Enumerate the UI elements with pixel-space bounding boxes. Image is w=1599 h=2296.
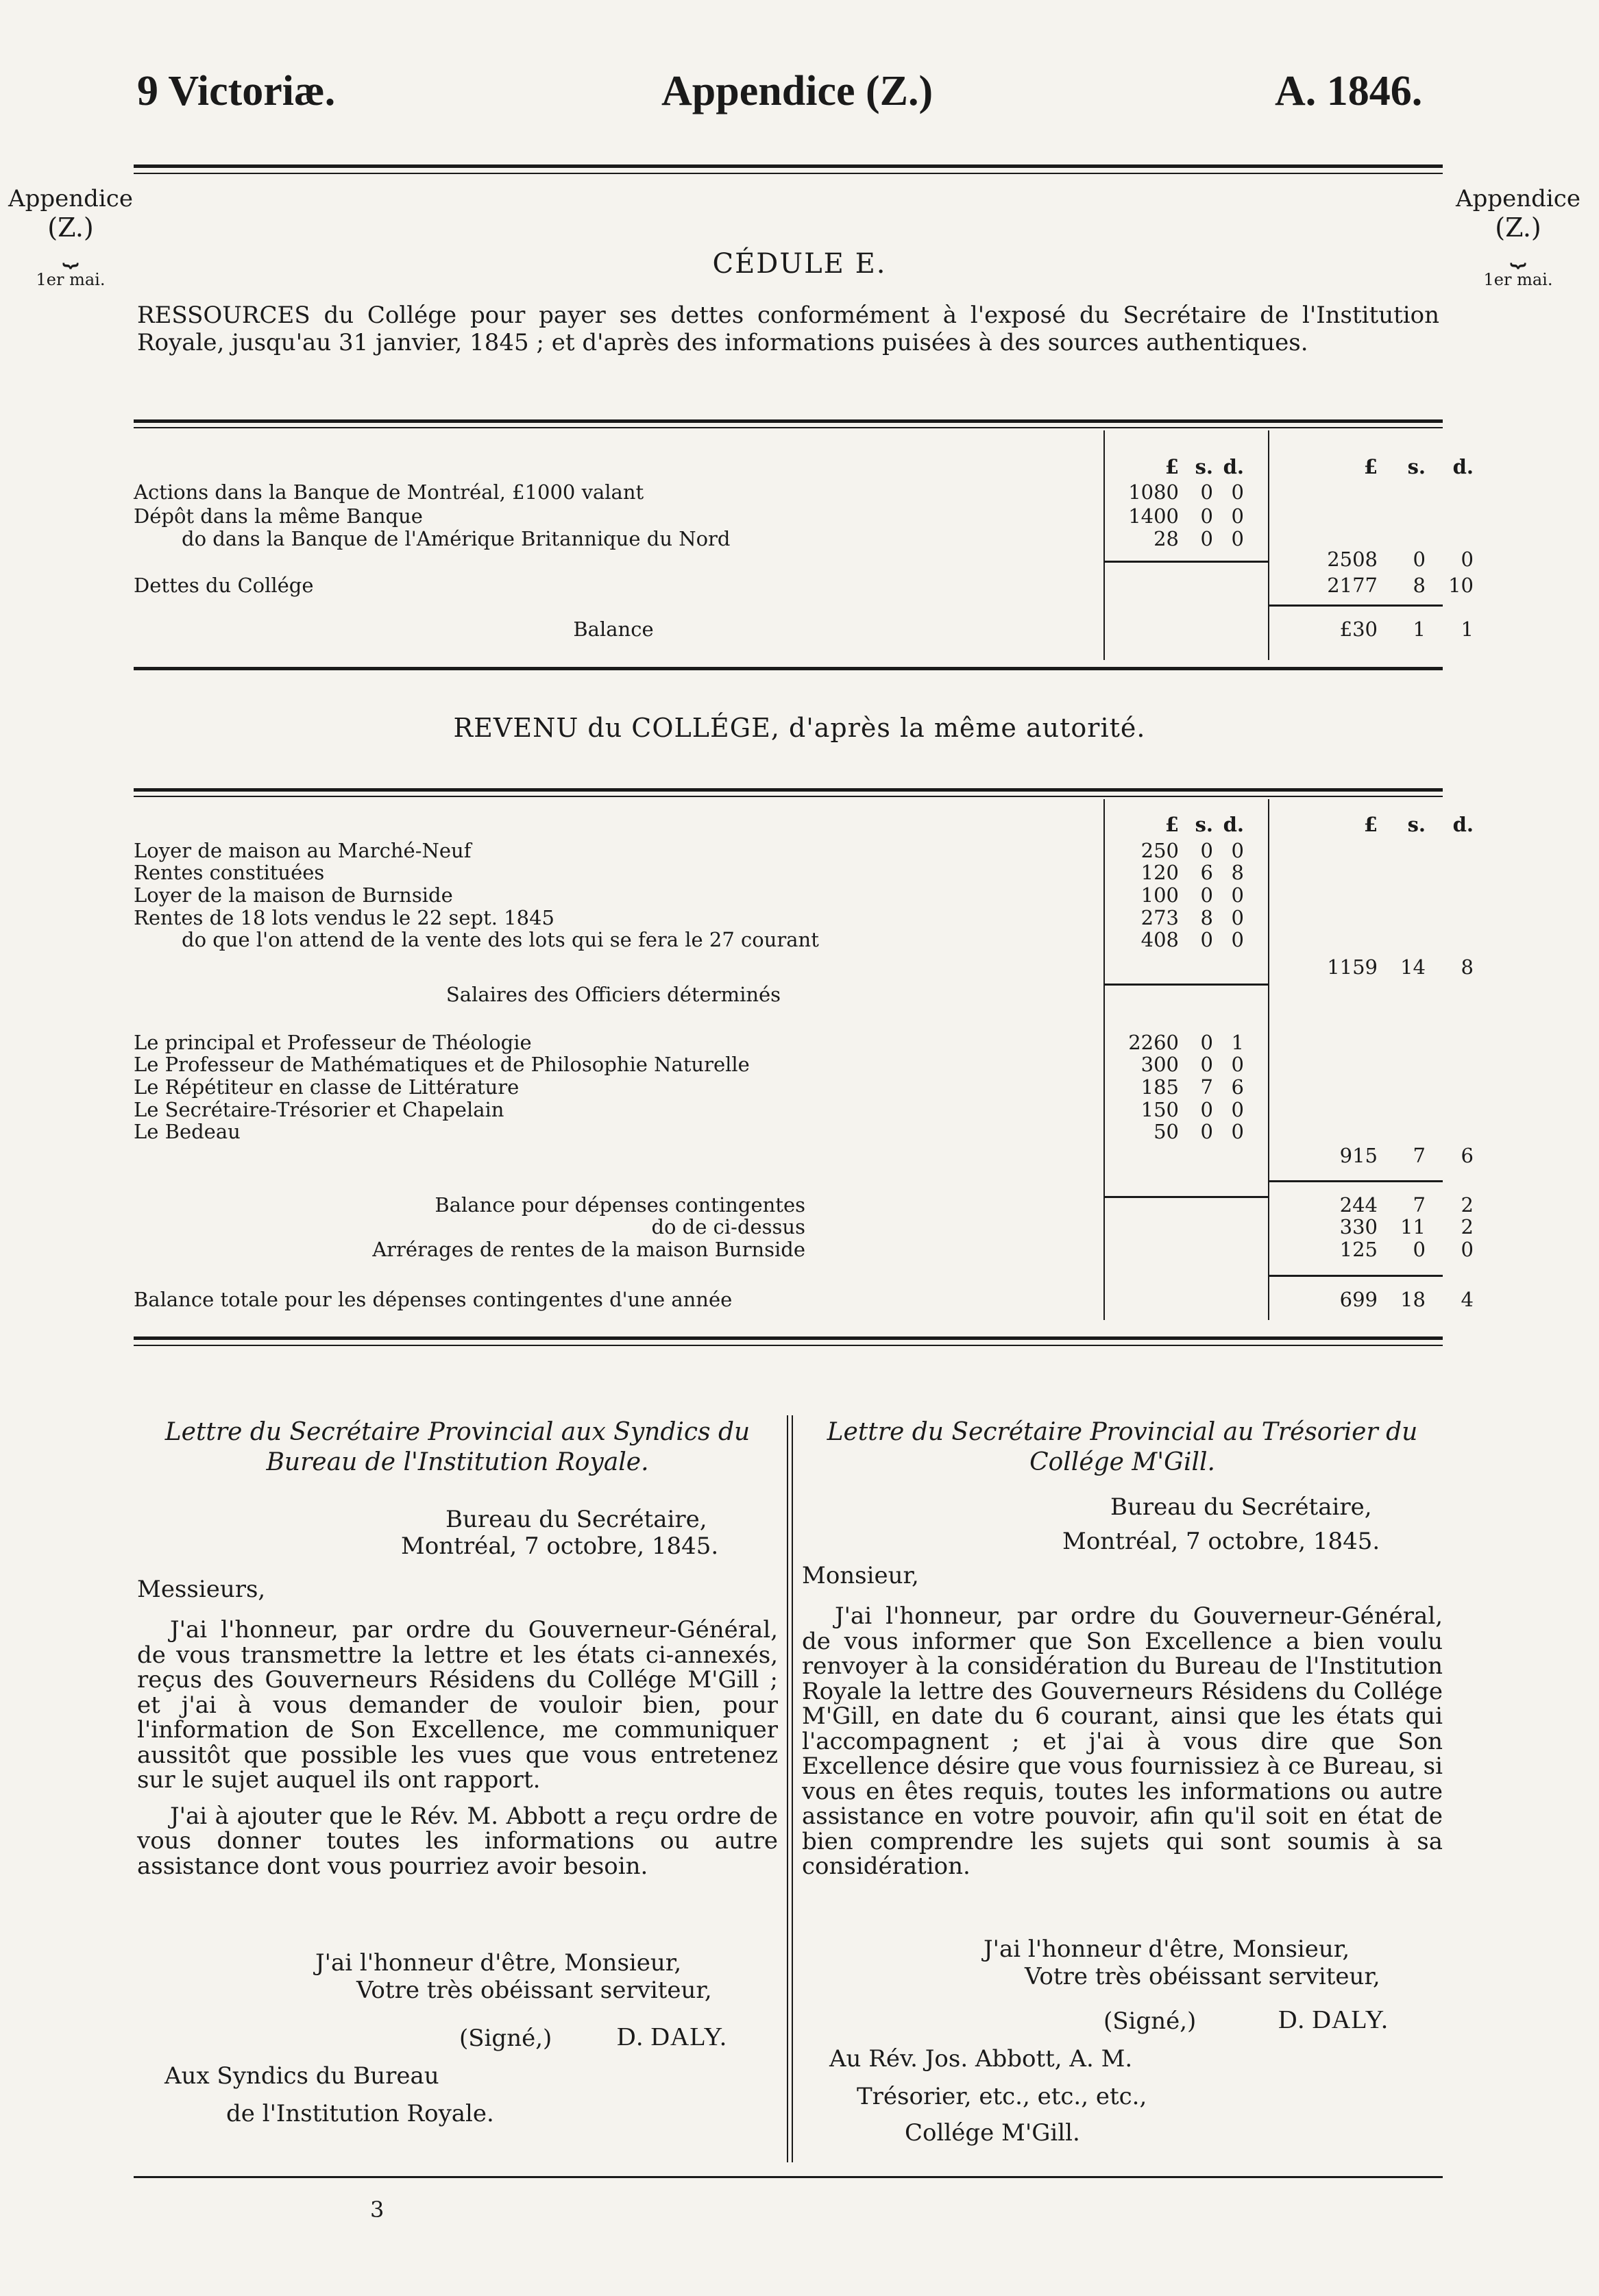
amount-cell: 100 xyxy=(1140,883,1179,907)
table-row xyxy=(134,907,1443,929)
row-label: do que l'on attend de la vente des lots qui se fera le 27 courant xyxy=(182,928,819,951)
letter-left-closing: J'ai l'honneur d'être, Monsieur, xyxy=(315,1949,682,1977)
row-label: Actions dans la Banque de Montréal, £1000 valant xyxy=(134,480,644,504)
table-row xyxy=(134,862,1443,884)
currency-header-row xyxy=(134,813,1474,836)
amount-cell: 0 xyxy=(1231,906,1244,929)
table-row xyxy=(134,884,1443,907)
amount-cell: 0 xyxy=(1200,527,1213,550)
row-label: Loyer de la maison de Burnside xyxy=(134,883,453,907)
letter-left-paragraph: J'ai l'honneur, par ordre du Gouverneur-Général, de vous transmettre la lettre et les états ci-annexés, reçus des Gouverneurs Résidens du Collége M'Gill ; et j'ai à vous demander de vouloir bien, pour l'information de Son Excellence, me communiquer aussitôt que possible les vues que vous entretenez sur le sujet auquel ils ont rapport. xyxy=(137,1616,778,1794)
letter-left-closing: Votre très obéissant serviteur, xyxy=(356,1977,712,2004)
amount-cell: 1 xyxy=(1231,1031,1244,1054)
header-left: 9 Victoriæ. xyxy=(137,68,336,114)
table-row xyxy=(134,929,1443,951)
brace-icon: ⏟ xyxy=(1510,236,1526,267)
header-center: Appendice (Z.) xyxy=(661,68,933,114)
amount-cell: 1080 xyxy=(1128,480,1179,504)
table-row xyxy=(134,1144,1474,1167)
letter-right-signe: (Signé,) xyxy=(1103,2007,1197,2035)
currency-header-pound: £ xyxy=(1164,455,1179,478)
currency-header-pence: d. xyxy=(1452,813,1474,836)
row-label: Dépôt dans la même Banque xyxy=(134,504,423,528)
amount-cell: 10 xyxy=(1448,574,1474,597)
table-row xyxy=(134,840,1443,862)
table-row xyxy=(134,984,1443,1006)
row-label: Arrérages de rentes de la maison Burnside xyxy=(372,1238,805,1261)
amount-cell: 0 xyxy=(1231,1098,1244,1121)
table-row xyxy=(134,1238,1474,1261)
amount-cell: 244 xyxy=(1339,1193,1378,1217)
amount-cell: 0 xyxy=(1231,1053,1244,1076)
letter-right-address: Trésorier, etc., etc., etc., xyxy=(857,2083,1147,2110)
letter-left-paragraph: J'ai à ajouter que le Rév. M. Abbott a reçu ordre de vous donner toutes les informations ou autre assistance dont vous pourriez avoir besoin. xyxy=(137,1802,778,1880)
amount-cell: 1400 xyxy=(1128,504,1179,528)
letter-left-signe: (Signé,) xyxy=(459,2025,552,2052)
letter-left-salutation: Messieurs, xyxy=(137,1576,266,1603)
table-row xyxy=(134,955,1474,979)
amount-cell: 0 xyxy=(1200,1053,1213,1076)
amount-cell: £30 xyxy=(1339,618,1378,641)
table-row xyxy=(134,505,1443,528)
currency-header-pound: £ xyxy=(1164,813,1179,836)
amount-cell: 0 xyxy=(1200,928,1213,951)
amount-cell: 1159 xyxy=(1327,955,1378,979)
amount-cell: 330 xyxy=(1339,1215,1378,1238)
currency-header-pence: d. xyxy=(1223,455,1244,478)
footer-rule xyxy=(134,2176,1443,2178)
letter-right-address: Collége M'Gill. xyxy=(905,2119,1080,2147)
row-label: Dettes du Collége xyxy=(134,574,314,597)
amount-cell: 150 xyxy=(1140,1098,1179,1121)
amount-cell: 699 xyxy=(1339,1288,1378,1311)
letter-right-date: Montréal, 7 octobre, 1845. xyxy=(1062,1528,1380,1555)
currency-header-pound: £ xyxy=(1363,455,1378,478)
currency-header-shilling: s. xyxy=(1407,813,1426,836)
amount-cell: 0 xyxy=(1231,928,1244,951)
amount-cell: 7 xyxy=(1413,1144,1426,1167)
row-label: Le principal et Professeur de Théologie xyxy=(134,1031,532,1054)
table-row xyxy=(134,1288,1474,1311)
amount-cell: 2 xyxy=(1461,1215,1474,1238)
currency-header-pound: £ xyxy=(1363,813,1378,836)
amount-cell: 4 xyxy=(1461,1288,1474,1311)
amount-cell: 0 xyxy=(1200,839,1213,862)
letter-right-paragraph: J'ai l'honneur, par ordre du Gouverneur-Général, de vous informer que Son Excellence a bien voulu renvoyer à la considération du Bureau de l'Institution Royale la lettre des Gouverneurs Résidens du Collége M'Gill, en date du 6 courant, ainsi que les états qui l'accompagnent ; et j'ai à vous dire que Son Excellence désire que vous fournissiez à ce Bureau, si vous en êtes requis, toutes les informations ou autre assistance en votre pouvoir, afin qu'il soit en état de bien comprendre les sujets qui sont soumis à sa considération. xyxy=(802,1602,1443,1880)
amount-cell: 0 xyxy=(1461,1238,1474,1261)
amount-cell: 6 xyxy=(1200,861,1213,884)
amount-cell: 0 xyxy=(1231,504,1244,528)
table-row xyxy=(134,574,1474,597)
amount-cell: 120 xyxy=(1140,861,1179,884)
header-right: A. 1846. xyxy=(1275,68,1423,114)
amount-cell: 0 xyxy=(1231,480,1244,504)
letter-left-signer: D. DALY. xyxy=(617,2023,727,2051)
letter-left-office: Bureau du Secrétaire, xyxy=(445,1506,707,1533)
letter-right-salutation: Monsieur, xyxy=(802,1562,919,1589)
amount-cell: 0 xyxy=(1200,480,1213,504)
amount-cell: 0 xyxy=(1200,883,1213,907)
amount-cell: 2508 xyxy=(1327,548,1378,571)
letters-divider xyxy=(792,1415,793,2162)
letter-left-date: Montréal, 7 octobre, 1845. xyxy=(401,1532,719,1560)
amount-cell: 0 xyxy=(1231,1120,1244,1143)
amount-cell: 1 xyxy=(1461,618,1474,641)
amount-cell: 1 xyxy=(1413,618,1426,641)
amount-cell: 2177 xyxy=(1327,574,1378,597)
amount-cell: 125 xyxy=(1339,1238,1378,1261)
row-label: do de ci-dessus xyxy=(651,1215,805,1238)
table-row xyxy=(134,481,1443,504)
letter-right-closing: Votre très obéissant serviteur, xyxy=(1025,1963,1380,1990)
margin-note-left: Appendice (Z.) ⏟ 1er mai. xyxy=(5,185,136,289)
amount-cell: 8 xyxy=(1461,955,1474,979)
letter-right-body xyxy=(802,1604,1443,1879)
amount-cell: 7 xyxy=(1200,1075,1213,1099)
currency-header-shilling: s. xyxy=(1195,455,1213,478)
row-label: Le Répétiteur en classe de Littérature xyxy=(134,1075,520,1099)
table-row xyxy=(134,1031,1443,1054)
amount-cell: 2 xyxy=(1461,1193,1474,1217)
amount-cell: 8 xyxy=(1200,906,1213,929)
currency-header-shilling: s. xyxy=(1407,455,1426,478)
amount-cell: 915 xyxy=(1339,1144,1378,1167)
row-label: Balance pour dépenses contingentes xyxy=(435,1193,805,1217)
letter-left-address: Aux Syndics du Bureau xyxy=(164,2062,439,2090)
table-row xyxy=(134,528,1443,550)
row-label: Rentes de 18 lots vendus le 22 sept. 1845 xyxy=(134,906,554,929)
table-row xyxy=(134,1215,1474,1238)
margin-note-right: Appendice (Z.) ⏟ 1er mai. xyxy=(1453,185,1583,289)
amount-cell: 408 xyxy=(1140,928,1179,951)
cedule-title: CÉDULE E. xyxy=(712,248,887,280)
amount-cell: 8 xyxy=(1413,574,1426,597)
row-label: Balance totale pour les dépenses contingentes d'une année xyxy=(134,1288,733,1311)
row-label: Balance xyxy=(573,618,654,641)
amount-cell: 185 xyxy=(1140,1075,1179,1099)
amount-cell: 8 xyxy=(1231,861,1244,884)
table-row xyxy=(134,1099,1443,1121)
amount-cell: 14 xyxy=(1400,955,1426,979)
table-row xyxy=(134,1053,1443,1076)
amount-cell: 6 xyxy=(1231,1075,1244,1099)
table-row xyxy=(134,1121,1443,1143)
currency-header-pence: d. xyxy=(1452,455,1474,478)
letter-right-signer: D. DALY. xyxy=(1278,2005,1389,2034)
amount-cell: 0 xyxy=(1200,1098,1213,1121)
amount-cell: 28 xyxy=(1154,527,1179,550)
letter-right-address: Au Rév. Jos. Abbott, A. M. xyxy=(829,2045,1133,2073)
row-label: Le Bedeau xyxy=(134,1120,241,1143)
amount-cell: 0 xyxy=(1413,1238,1426,1261)
amount-cell: 18 xyxy=(1400,1288,1426,1311)
letter-left-title: Lettre du Secrétaire Provincial aux Syndics du Bureau de l'Institution Royale. xyxy=(164,1418,750,1476)
row-label: do dans la Banque de l'Amérique Britannique du Nord xyxy=(182,527,731,550)
table-row xyxy=(134,1076,1443,1099)
letter-left-body xyxy=(137,1617,778,1879)
amount-cell: 0 xyxy=(1200,1120,1213,1143)
letter-right-office: Bureau du Secrétaire, xyxy=(1110,1493,1372,1521)
cedule-intro: RESSOURCES du Collége pour payer ses dettes conformément à l'exposé du Secrétaire de l'Institution Royale, jusqu'au 31 janvier, 1845 ; et d'après des informations puisées à des sources authentiques. xyxy=(137,302,1439,356)
brace-icon: ⏟ xyxy=(62,236,79,267)
amount-cell: 7 xyxy=(1413,1193,1426,1217)
letter-right-closing: J'ai l'honneur d'être, Monsieur, xyxy=(984,1935,1350,1963)
amount-cell: 6 xyxy=(1461,1144,1474,1167)
amount-cell: 50 xyxy=(1154,1120,1179,1143)
letter-left-address: de l'Institution Royale. xyxy=(226,2100,494,2127)
amount-cell: 0 xyxy=(1231,527,1244,550)
amount-cell: 0 xyxy=(1231,839,1244,862)
currency-header-pence: d. xyxy=(1223,813,1244,836)
row-label: Le Secrétaire-Trésorier et Chapelain xyxy=(134,1098,504,1121)
revenu-title: REVENU du COLLÉGE, d'après la même autorité. xyxy=(453,713,1146,743)
header-rule-thin xyxy=(134,173,1443,174)
amount-cell: 0 xyxy=(1231,883,1244,907)
amount-cell: 273 xyxy=(1140,906,1179,929)
row-label: Loyer de maison au Marché-Neuf xyxy=(134,839,472,862)
amount-cell: 2260 xyxy=(1128,1031,1179,1054)
amount-cell: 0 xyxy=(1413,548,1426,571)
row-label: Rentes constituées xyxy=(134,861,325,884)
currency-header-shilling: s. xyxy=(1195,813,1213,836)
amount-cell: 300 xyxy=(1140,1053,1179,1076)
table-row xyxy=(134,548,1474,571)
currency-header-row xyxy=(134,455,1474,478)
row-label: Salaires des Officiers déterminés xyxy=(445,983,781,1006)
amount-cell: 11 xyxy=(1400,1215,1426,1238)
amount-cell: 250 xyxy=(1140,839,1179,862)
row-label: Le Professeur de Mathématiques et de Philosophie Naturelle xyxy=(134,1053,750,1076)
table-row xyxy=(134,618,1474,641)
letter-right-title: Lettre du Secrétaire Provincial au Trésorier du Collége M'Gill. xyxy=(827,1418,1418,1476)
amount-cell: 0 xyxy=(1461,548,1474,571)
page-number: 3 xyxy=(370,2197,385,2223)
letters-divider xyxy=(787,1415,788,2162)
amount-cell: 0 xyxy=(1200,504,1213,528)
amount-cell: 0 xyxy=(1200,1031,1213,1054)
header-rule xyxy=(134,164,1443,168)
